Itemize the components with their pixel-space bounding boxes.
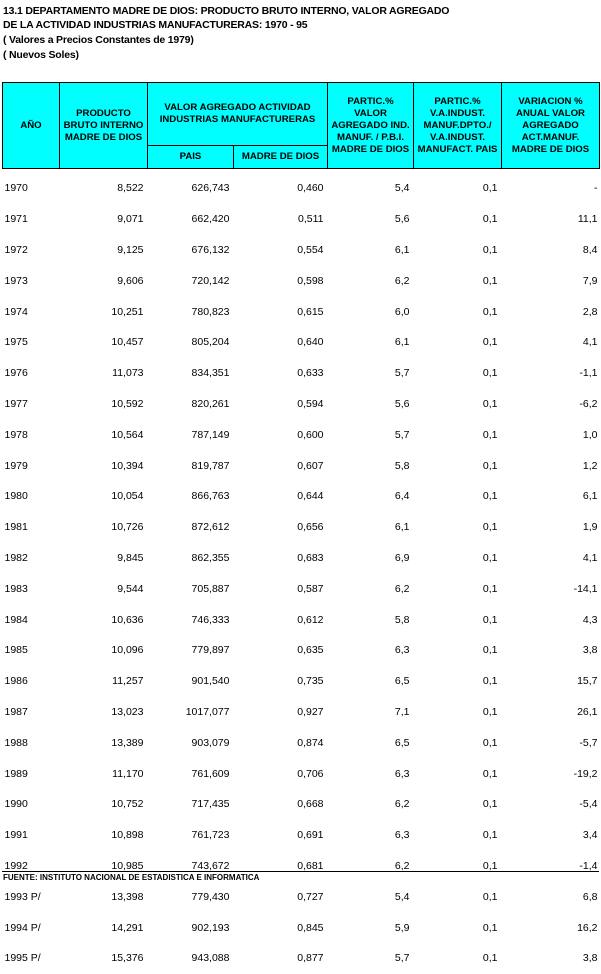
cell-partic-pais: 0,1 <box>482 582 498 595</box>
cell-pais: 717,435 <box>191 798 230 811</box>
cell-variacion: 1,9 <box>582 521 598 534</box>
cell-pbi: 10,251 <box>111 305 144 318</box>
data-table <box>2 82 600 974</box>
table-row <box>3 265 600 296</box>
cell-year: 1984 <box>4 613 28 626</box>
cell-pais: 720,142 <box>191 274 230 287</box>
cell-partic-pais: 0,1 <box>482 859 498 872</box>
table-row <box>3 881 600 912</box>
cell-partic-pbi: 6,5 <box>394 675 410 688</box>
cell-madre-de-dios: 0,460 <box>297 182 324 195</box>
cell-year: 1994 P/ <box>4 921 41 934</box>
cell-madre-de-dios: 0,683 <box>297 551 324 564</box>
table-row <box>3 235 600 266</box>
table-title: 13.1 DEPARTAMENTO MADRE DE DIOS: PRODUCTO BRUTO INTERNO, VALOR AGREGADO <box>3 5 450 17</box>
cell-madre-de-dios: 0,727 <box>297 890 324 903</box>
cell-pbi: 9,606 <box>117 274 144 287</box>
cell-partic-pbi: 6,2 <box>394 859 410 872</box>
cell-partic-pbi: 6,4 <box>394 490 410 503</box>
table-row <box>3 173 600 204</box>
cell-madre-de-dios: 0,612 <box>297 613 324 626</box>
cell-partic-pais: 0,1 <box>482 613 498 626</box>
cell-partic-pais: 0,1 <box>482 274 498 287</box>
cell-variacion: 3,4 <box>582 829 598 842</box>
cell-pais: 780,823 <box>191 305 230 318</box>
cell-pbi: 10,985 <box>111 859 144 872</box>
table-row <box>3 512 600 543</box>
cell-pbi: 15,376 <box>111 952 144 965</box>
cell-variacion: 1,0 <box>582 428 598 441</box>
cell-partic-pbi: 6,3 <box>394 644 410 657</box>
cell-partic-pais: 0,1 <box>482 521 498 534</box>
cell-variacion: 11,1 <box>577 213 598 226</box>
cell-pbi: 10,592 <box>111 397 144 410</box>
cell-pbi: 9,845 <box>117 551 144 564</box>
cell-partic-pais: 0,1 <box>482 367 498 380</box>
cell-pais: 901,540 <box>191 675 230 688</box>
cell-partic-pbi: 5,4 <box>394 182 410 195</box>
cell-pbi: 10,752 <box>111 798 144 811</box>
cell-partic-pbi: 5,7 <box>394 367 410 380</box>
table-row <box>3 666 600 697</box>
cell-madre-de-dios: 0,877 <box>297 952 324 965</box>
cell-partic-pais: 0,1 <box>482 705 498 718</box>
cell-madre-de-dios: 0,598 <box>297 274 324 287</box>
cell-partic-pbi: 5,8 <box>394 459 410 472</box>
cell-pbi: 13,398 <box>111 890 144 903</box>
cell-year: 1993 P/ <box>4 890 41 903</box>
cell-pbi: 13,389 <box>111 736 144 749</box>
cell-partic-pais: 0,1 <box>482 243 498 256</box>
cell-partic-pais: 0,1 <box>482 952 498 965</box>
cell-year: 1985 <box>4 644 28 657</box>
cell-year: 1973 <box>4 274 28 287</box>
cell-year: 1992 <box>4 859 28 872</box>
table-row <box>3 543 600 574</box>
cell-madre-de-dios: 0,600 <box>297 428 324 441</box>
cell-partic-pbi: 5,7 <box>394 952 410 965</box>
cell-partic-pais: 0,1 <box>482 459 498 472</box>
cell-variacion: 16,2 <box>577 921 598 934</box>
cell-madre-de-dios: 0,927 <box>297 705 324 718</box>
cell-pais: 787,149 <box>191 428 230 441</box>
table-row <box>3 604 600 635</box>
cell-partic-pais: 0,1 <box>482 305 498 318</box>
cell-variacion: 7,9 <box>582 274 598 287</box>
cell-partic-pbi: 5,6 <box>394 213 410 226</box>
cell-pais: 705,887 <box>191 582 230 595</box>
cell-pbi: 9,544 <box>117 582 144 595</box>
cell-madre-de-dios: 0,644 <box>297 490 324 503</box>
cell-madre-de-dios: 0,656 <box>297 521 324 534</box>
header-partic-pbi: PARTIC.% VALOR AGREGADO IND. MANUF. / P.B.I. MADRE DE DIOS <box>328 83 414 169</box>
cell-year: 1976 <box>4 367 28 380</box>
cell-pbi: 11,073 <box>112 367 144 380</box>
cell-madre-de-dios: 0,511 <box>298 213 324 226</box>
cell-variacion: -6,2 <box>579 397 598 410</box>
cell-pais: 626,743 <box>191 182 230 195</box>
cell-pais: 834,351 <box>191 367 230 380</box>
cell-variacion: 4,1 <box>582 336 598 349</box>
table-subtitle: ( Valores a Precios Constantes de 1979) <box>3 34 194 46</box>
cell-madre-de-dios: 0,640 <box>297 336 324 349</box>
cell-partic-pbi: 6,5 <box>394 736 410 749</box>
cell-variacion: 6,8 <box>582 890 598 903</box>
cell-partic-pais: 0,1 <box>482 397 498 410</box>
cell-madre-de-dios: 0,735 <box>297 675 324 688</box>
cell-madre-de-dios: 0,594 <box>297 397 324 410</box>
cell-pbi: 10,636 <box>111 613 144 626</box>
cell-madre-de-dios: 0,635 <box>297 644 324 657</box>
cell-madre-de-dios: 0,607 <box>297 459 324 472</box>
cell-year: 1974 <box>4 305 28 318</box>
cell-pbi: 10,898 <box>111 829 144 842</box>
cell-variacion: 4,3 <box>582 613 598 626</box>
cell-year: 1975 <box>4 336 28 349</box>
cell-pbi: 10,394 <box>111 459 144 472</box>
cell-partic-pbi: 5,4 <box>394 890 410 903</box>
cell-year: 1988 <box>4 736 28 749</box>
cell-pais: 820,261 <box>191 397 230 410</box>
cell-pais: 761,609 <box>191 767 230 780</box>
table-row <box>3 389 600 420</box>
cell-partic-pais: 0,1 <box>482 829 498 842</box>
cell-partic-pais: 0,1 <box>482 890 498 903</box>
cell-variacion: - <box>594 182 598 195</box>
cell-pbi: 8,522 <box>117 182 144 195</box>
cell-year: 1989 <box>4 767 28 780</box>
cell-variacion: -1,1 <box>579 367 598 380</box>
header-valor-agregado: VALOR AGREGADO ACTIVIDAD INDUSTRIAS MANUFACTURERAS <box>148 83 328 146</box>
cell-variacion: 3,8 <box>582 952 598 965</box>
cell-pais: 872,612 <box>191 521 230 534</box>
cell-pais: 746,333 <box>191 613 230 626</box>
cell-madre-de-dios: 0,691 <box>297 829 324 842</box>
cell-pbi: 11,170 <box>112 767 144 780</box>
header-pais: PAIS <box>148 146 234 169</box>
table-row <box>3 204 600 235</box>
cell-pais: 866,763 <box>191 490 230 503</box>
cell-partic-pais: 0,1 <box>482 921 498 934</box>
table-row <box>3 943 600 974</box>
footer-rule <box>2 871 599 872</box>
cell-partic-pais: 0,1 <box>482 675 498 688</box>
cell-partic-pbi: 7,1 <box>394 705 410 718</box>
cell-year: 1970 <box>4 182 28 195</box>
table-row <box>3 450 600 481</box>
cell-pbi: 10,726 <box>111 521 144 534</box>
cell-pais: 902,193 <box>191 921 230 934</box>
cell-partic-pais: 0,1 <box>482 428 498 441</box>
cell-pais: 819,787 <box>191 459 230 472</box>
cell-partic-pais: 0,1 <box>482 798 498 811</box>
cell-partic-pais: 0,1 <box>482 490 498 503</box>
cell-variacion: -19,2 <box>573 767 598 780</box>
cell-year: 1982 <box>4 551 28 564</box>
cell-madre-de-dios: 0,845 <box>297 921 324 934</box>
cell-pbi: 10,054 <box>111 490 144 503</box>
cell-pbi: 10,564 <box>111 428 144 441</box>
cell-partic-pais: 0,1 <box>482 736 498 749</box>
cell-madre-de-dios: 0,874 <box>297 736 324 749</box>
cell-pbi: 13,023 <box>111 705 144 718</box>
cell-pbi: 9,071 <box>117 213 144 226</box>
table-row <box>3 481 600 512</box>
cell-variacion: 3,8 <box>582 644 598 657</box>
cell-partic-pbi: 6,0 <box>394 305 410 318</box>
cell-partic-pais: 0,1 <box>482 336 498 349</box>
cell-variacion: 26,1 <box>577 705 598 718</box>
cell-partic-pbi: 6,1 <box>394 521 410 534</box>
cell-pbi: 14,291 <box>111 921 144 934</box>
cell-year: 1983 <box>4 582 28 595</box>
cell-partic-pais: 0,1 <box>482 767 498 780</box>
cell-partic-pbi: 6,3 <box>394 767 410 780</box>
cell-pbi: 10,457 <box>111 336 144 349</box>
cell-pais: 1017,077 <box>185 705 230 718</box>
cell-year: 1987 <box>4 705 28 718</box>
cell-partic-pbi: 6,3 <box>394 829 410 842</box>
cell-partic-pais: 0,1 <box>482 182 498 195</box>
table-row <box>3 789 600 820</box>
table-row <box>3 912 600 943</box>
cell-partic-pais: 0,1 <box>482 551 498 564</box>
table-row <box>3 635 600 666</box>
cell-pbi: 11,257 <box>112 675 144 688</box>
header-partic-pais: PARTIC.% V.A.INDUST. MANUF.DPTO./ V.A.INDUST. MANUFACT. PAIS <box>414 83 502 169</box>
cell-variacion: 15,7 <box>577 675 598 688</box>
table-row <box>3 727 600 758</box>
header-madre-de-dios: MADRE DE DIOS <box>234 146 328 169</box>
table-row <box>3 820 600 851</box>
cell-madre-de-dios: 0,633 <box>297 367 324 380</box>
cell-partic-pbi: 5,9 <box>394 921 410 934</box>
cell-pais: 662,420 <box>191 213 230 226</box>
header-pbi: PRODUCTO BRUTO INTERNO MADRE DE DIOS <box>60 83 148 169</box>
cell-year: 1971 <box>4 213 28 226</box>
table-row <box>3 573 600 604</box>
cell-year: 1977 <box>4 397 28 410</box>
cell-variacion: 1,2 <box>582 459 598 472</box>
cell-pais: 862,355 <box>191 551 230 564</box>
cell-pbi: 10,096 <box>111 644 144 657</box>
header-year: AÑO <box>3 83 60 169</box>
cell-pais: 805,204 <box>191 336 230 349</box>
source-note: FUENTE: INSTITUTO NACIONAL DE ESTADISTICA E INFORMATICA <box>3 873 260 882</box>
cell-variacion: 2,8 <box>582 305 598 318</box>
table-body <box>3 169 600 974</box>
cell-pais: 761,723 <box>191 829 230 842</box>
table-row <box>3 419 600 450</box>
cell-pais: 779,897 <box>191 644 230 657</box>
cell-partic-pbi: 6,2 <box>394 582 410 595</box>
cell-madre-de-dios: 0,554 <box>297 243 324 256</box>
cell-partic-pais: 0,1 <box>482 644 498 657</box>
table-row <box>3 296 600 327</box>
table-row <box>3 758 600 789</box>
cell-pais: 943,088 <box>191 952 230 965</box>
cell-year: 1978 <box>4 428 28 441</box>
header-variacion: VARIACION % ANUAL VALOR AGREGADO ACT.MANUF. MADRE DE DIOS <box>502 83 600 169</box>
cell-partic-pbi: 6,1 <box>394 336 410 349</box>
cell-year: 1972 <box>4 243 28 256</box>
cell-year: 1981 <box>4 521 28 534</box>
table-title-line2: DE LA ACTIVIDAD INDUSTRIAS MANUFACTURERAS: 1970 - 95 <box>3 19 308 31</box>
cell-partic-pbi: 5,8 <box>394 613 410 626</box>
table-units: ( Nuevos Soles) <box>3 49 79 61</box>
cell-pais: 676,132 <box>191 243 230 256</box>
cell-year: 1991 <box>4 829 28 842</box>
cell-partic-pais: 0,1 <box>482 213 498 226</box>
cell-madre-de-dios: 0,681 <box>297 859 324 872</box>
cell-partic-pbi: 6,2 <box>394 274 410 287</box>
cell-variacion: 4,1 <box>582 551 598 564</box>
cell-partic-pbi: 6,1 <box>394 243 410 256</box>
cell-year: 1990 <box>4 798 28 811</box>
cell-variacion: -14,1 <box>573 582 598 595</box>
cell-partic-pbi: 5,7 <box>394 428 410 441</box>
cell-pais: 743,672 <box>191 859 230 872</box>
cell-variacion: -5,4 <box>579 798 598 811</box>
cell-partic-pbi: 6,9 <box>394 551 410 564</box>
cell-partic-pbi: 5,6 <box>394 397 410 410</box>
cell-variacion: -5,7 <box>579 736 598 749</box>
cell-year: 1986 <box>4 675 28 688</box>
cell-year: 1995 P/ <box>4 952 41 965</box>
cell-pais: 903,079 <box>191 736 230 749</box>
cell-variacion: -1,4 <box>579 859 598 872</box>
cell-madre-de-dios: 0,587 <box>297 582 324 595</box>
table-row <box>3 358 600 389</box>
table-row <box>3 327 600 358</box>
cell-madre-de-dios: 0,615 <box>297 305 324 318</box>
cell-madre-de-dios: 0,668 <box>297 798 324 811</box>
cell-pais: 779,430 <box>191 890 230 903</box>
cell-year: 1979 <box>4 459 28 472</box>
cell-variacion: 6,1 <box>582 490 598 503</box>
cell-partic-pbi: 6,2 <box>394 798 410 811</box>
cell-year: 1980 <box>4 490 28 503</box>
cell-pbi: 9,125 <box>117 243 144 256</box>
cell-variacion: 8,4 <box>582 243 598 256</box>
cell-madre-de-dios: 0,706 <box>297 767 324 780</box>
table-row <box>3 697 600 728</box>
